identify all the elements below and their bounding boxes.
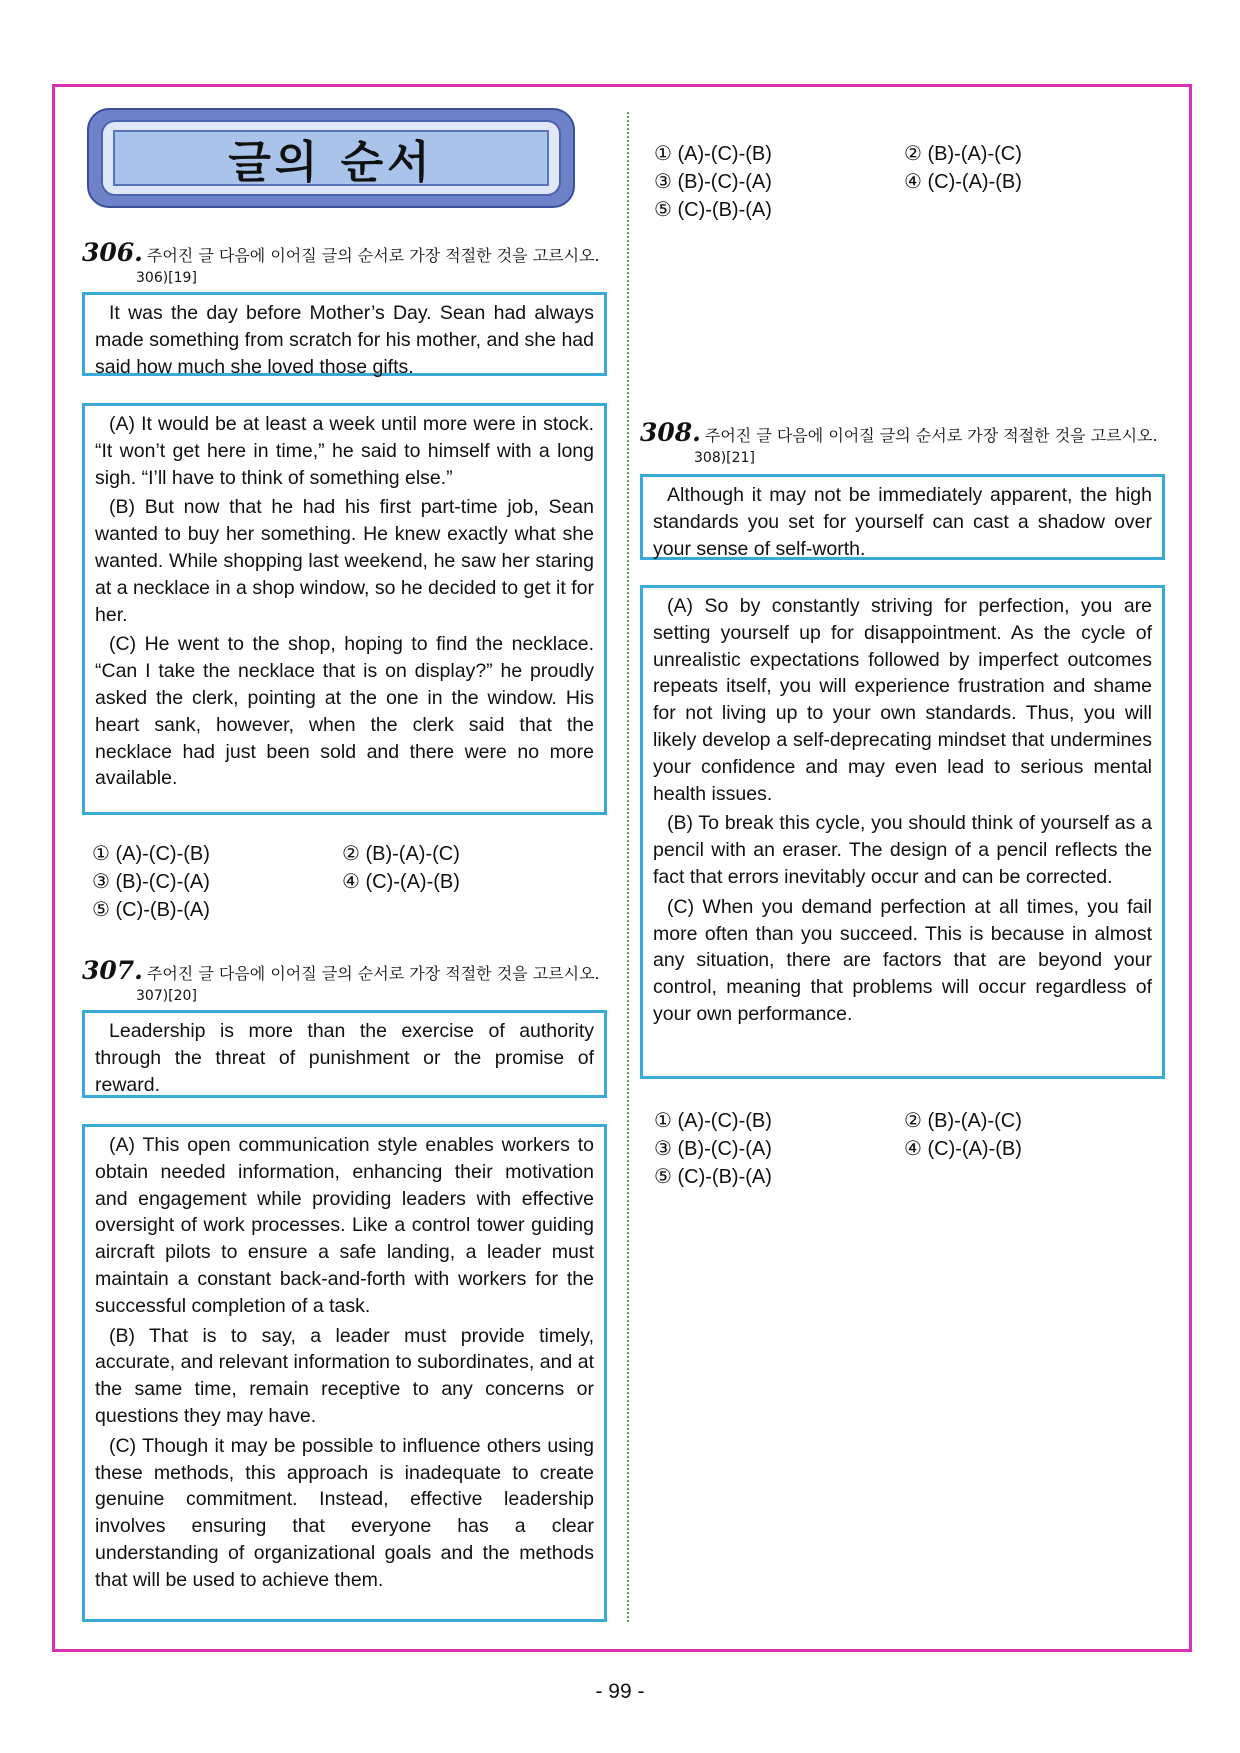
choice-5[interactable]: ⑤ (C)-(B)-(A) (92, 899, 210, 921)
choice-4[interactable]: ④ (C)-(A)-(B) (904, 171, 1022, 193)
choice-3[interactable]: ③ (B)-(C)-(A) (92, 871, 210, 893)
choice-3[interactable]: ③ (B)-(C)-(A) (654, 171, 772, 193)
passage-part-a: (A) So by constantly striving for perfection, you are setting yourself up for disappointment. As the cycle of unrealistic expectations followed by imperfect outcomes repeats itself, you will experience frustration and shame for not living up to your own standards. Thus, you will likely develop a self-deprecating mindset that undermines your confidence and may even lead to serious mental health issues. (653, 595, 1152, 805)
page-number: - 99 - (595, 1680, 645, 1703)
question-instruction: 주어진 글 다음에 이어질 글의 순서로 가장 적절한 것을 고르시오. (704, 426, 1158, 445)
choices-308 (654, 1107, 1154, 1197)
passage-part-c: (C) Though it may be possible to influence others using these methods, this approach is inadequate to create genuine commitment. Instead, effective leadership involves ensuring that everyone has a clear understanding of organizational goals and the methods that will be used to achieve them. (95, 1434, 594, 1591)
choice-2[interactable]: ② (B)-(A)-(C) (904, 143, 1022, 165)
section-title: 글의 순서 (228, 137, 434, 188)
choice-3[interactable]: ③ (B)-(C)-(A) (654, 1138, 772, 1160)
question-source: 307)[20] (136, 988, 197, 1004)
choice-4[interactable]: ④ (C)-(A)-(B) (342, 871, 460, 893)
given-passage-text: Although it may not be immediately apparent, the high standards you set for yourself can cast a shadow over your sense of self-worth. (653, 484, 1152, 560)
passage-part-b: (B) To break this cycle, you should think of yourself as a pencil with an eraser. The design of a pencil reflects the fact that errors inevitably occur and can be corrected. (653, 812, 1152, 888)
question-source: 308)[21] (694, 450, 755, 466)
question-number: 308. (640, 418, 701, 447)
ordered-passages-307 (82, 1124, 607, 1622)
ordered-passages-306 (82, 403, 607, 815)
choice-1[interactable]: ① (A)-(C)-(B) (92, 843, 210, 865)
choice-2[interactable]: ② (B)-(A)-(C) (904, 1110, 1022, 1132)
choice-5[interactable]: ⑤ (C)-(B)-(A) (654, 1166, 772, 1188)
question-source: 306)[19] (136, 270, 197, 286)
passage-part-b: (B) But now that he had his first part-time job, Sean wanted to buy her something. He knew exactly what she wanted. While shopping last weekend, he saw her staring at a necklace in a shop window, so he decided to get it for her. (95, 496, 594, 626)
passage-part-a: (A) This open communication style enables workers to obtain needed information, enhancing their motivation and engagement while providing leaders with effective oversight of work processes. Like a control tower guiding aircraft pilots to ensure a safe landing, a leader must maintain a constant back-and-forth with workers for the successful completion of a task. (95, 1134, 594, 1317)
choice-4[interactable]: ④ (C)-(A)-(B) (904, 1138, 1022, 1160)
title-banner-core (113, 130, 549, 186)
question-308-header (640, 418, 1165, 469)
given-passage-306 (82, 292, 607, 376)
section-title-banner (87, 108, 575, 208)
passage-part-a: (A) It would be at least a week until more were in stock. “It won’t get here in time,” he said to himself with a long sigh. “I’ll have to think of something else.” (95, 413, 594, 489)
column-divider (627, 112, 629, 1622)
choice-1[interactable]: ① (A)-(C)-(B) (654, 143, 772, 165)
given-passage-308 (640, 474, 1165, 560)
choice-2[interactable]: ② (B)-(A)-(C) (342, 843, 460, 865)
ordered-passages-308 (640, 585, 1165, 1079)
question-306-header (82, 238, 607, 289)
passage-part-b: (B) That is to say, a leader must provide timely, accurate, and relevant information to subordinates, and at the same time, remain receptive to any concerns or questions they may have. (95, 1324, 594, 1427)
question-instruction: 주어진 글 다음에 이어질 글의 순서로 가장 적절한 것을 고르시오. (146, 246, 600, 265)
given-passage-307 (82, 1010, 607, 1098)
choice-1[interactable]: ① (A)-(C)-(B) (654, 1110, 772, 1132)
passage-part-c: (C) He went to the shop, hoping to find the necklace. “Can I take the necklace that is on display?” he proudly asked the clerk, pointing at the one in the window. His heart sank, however, when the clerk said that the necklace had just been sold and there were no more available. (95, 633, 594, 790)
question-number: 306. (82, 238, 143, 267)
title-banner-inner (101, 120, 561, 196)
passage-part-c: (C) When you demand perfection at all times, you fail more often than you succeed. This is because in almost any situation, there are factors that are beyond your control, meaning that problems will occur regardless of your own performance. (653, 895, 1152, 1025)
given-passage-text: It was the day before Mother’s Day. Sean had always made something from scratch for his mother, and she had said how much she loved those gifts. (95, 302, 594, 378)
choices-307 (654, 140, 1154, 230)
question-307-header (82, 956, 607, 1007)
question-number: 307. (82, 956, 143, 985)
question-instruction: 주어진 글 다음에 이어질 글의 순서로 가장 적절한 것을 고르시오. (146, 964, 600, 983)
given-passage-text: Leadership is more than the exercise of authority through the threat of punishment or the promise of reward. (95, 1020, 594, 1096)
choices-306 (92, 840, 592, 930)
choice-5[interactable]: ⑤ (C)-(B)-(A) (654, 199, 772, 221)
